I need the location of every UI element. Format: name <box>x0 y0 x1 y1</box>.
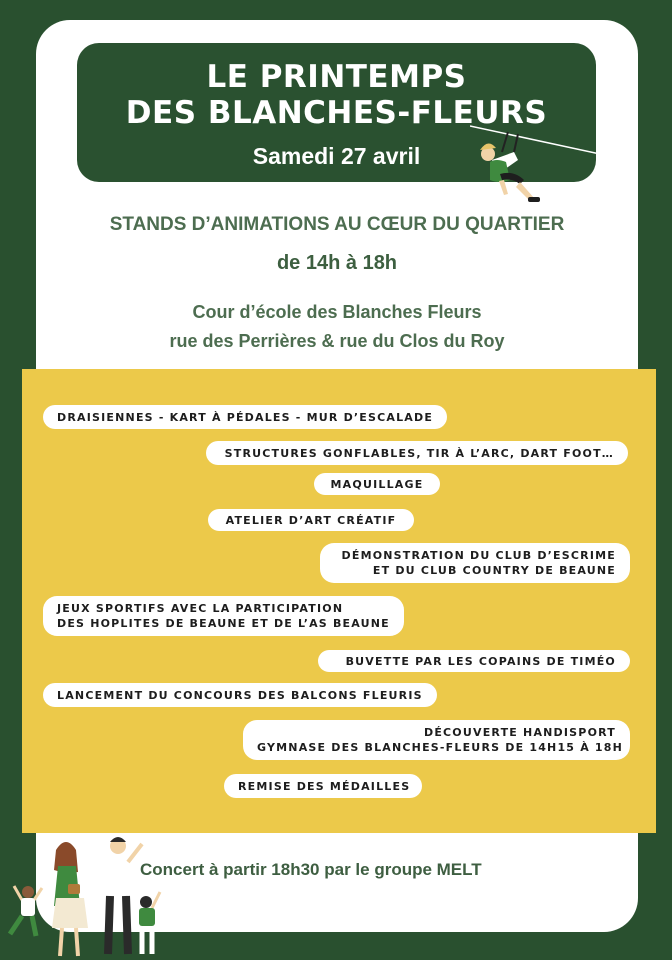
activity-item: DRAISIENNES - KART À PÉDALES - MUR D’ESCALADE <box>43 405 447 429</box>
title-line-1: LE PRINTEMPS <box>206 59 467 95</box>
activity-item: DÉMONSTRATION DU CLUB D’ESCRIME ET DU CLUB COUNTRY DE BEAUNE <box>320 543 630 583</box>
activity-item: REMISE DES MÉDAILLES <box>224 774 422 798</box>
concert-info: Concert à partir 18h30 par le groupe MELT <box>140 860 482 879</box>
address-line-1: Cour d’école des Blanches Fleurs <box>192 302 482 322</box>
activity-item: JEUX SPORTIFS AVEC LA PARTICIPATION DES HOPLITES DE BEAUNE ET DE L’AS BEAUNE <box>43 596 404 636</box>
event-date: Samedi 27 avril <box>252 143 421 169</box>
activity-item: MAQUILLAGE <box>314 473 440 495</box>
activity-item: ATELIER D’ART CRÉATIF <box>208 509 414 531</box>
activity-item: STRUCTURES GONFLABLES, TIR À L’ARC, DART FOOT… <box>206 441 628 465</box>
event-hours: de 14h à 18h <box>276 252 398 274</box>
address-line-2: rue des Perrières & rue du Clos du Roy <box>169 331 505 351</box>
zipline-climber-icon <box>470 118 600 208</box>
title-line-2: DES BLANCHES-FLEURS <box>125 95 548 131</box>
stands-heading: STANDS D’ANIMATIONS AU CŒUR DU QUARTIER <box>109 214 565 235</box>
family-illustration-icon <box>0 836 165 960</box>
activity-item: BUVETTE PAR LES COPAINS DE TIMÉO <box>318 650 630 672</box>
activity-item: LANCEMENT DU CONCOURS DES BALCONS FLEURIS <box>43 683 437 707</box>
activity-item: DÉCOUVERTE HANDISPORT GYMNASE DES BLANCHES-FLEURS DE 14H15 À 18H <box>243 720 630 760</box>
